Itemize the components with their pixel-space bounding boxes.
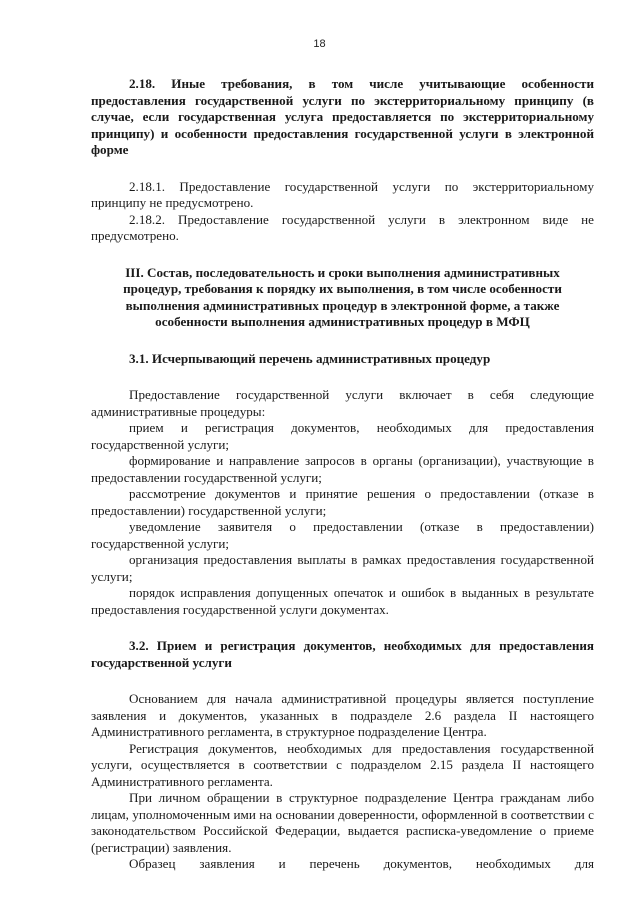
procedure-item: рассмотрение документов и принятие решения о предоставлении (отказе в предоставлении) государственной услуги; <box>91 486 594 518</box>
paragraph-2-18-2: 2.18.2. Предоставление государственной услуги в электронном виде не предусмотрено. <box>91 211 594 243</box>
section-3-2-paragraph: Образец заявления и перечень документов, необходимых для <box>129 856 594 871</box>
section-3-2-paragraph: При личном обращении в структурное подразделение Центра гражданам либо лицам, уполномоченным ими на основании доверенности, оформленной в соответствии с законодательством Российской Федерации, выдается расписка-уведомление о приеме (регистрации) заявления. <box>91 790 594 855</box>
section-3-2-paragraph: Основанием для начала административной процедуры является поступление заявления и документов, указанных в подразделе 2.6 раздела II настоящего Административного регламента, в структурное подразделение Центра. <box>91 691 594 739</box>
section-3-1-heading: 3.1. Исчерпывающий перечень административных процедур <box>129 350 491 366</box>
section-3-2-heading: 3.2. Прием и регистрация документов, необходимых для предоставления государственной услуги <box>91 638 594 670</box>
procedure-item: прием и регистрация документов, необходимых для предоставления государственной услуги; <box>91 420 594 452</box>
procedure-item: уведомление заявителя о предоставлении (отказе в предоставлении) государственной услуги; <box>91 519 594 551</box>
page-body <box>91 76 594 873</box>
procedure-item: формирование и направление запросов в органы (организации), участвующие в предоставлении государственной услуги; <box>91 453 594 485</box>
section-2-18-heading: 2.18. Иные требования, в том числе учитывающие особенности предоставления государственной услуги по экстерриториальному принципу (в случае, если государственная услуга предоставляется по экстерриториальному принципу) и особенности предоставления государственной услуги в электронной форме <box>91 76 594 157</box>
procedure-item: порядок исправления допущенных опечаток и ошибок в выданных в результате предоставления государственной услуги документах. <box>91 585 594 617</box>
section-3-1-intro: Предоставление государственной услуги включает в себя следующие административные процедуры: <box>91 387 594 419</box>
page-number: 18 <box>313 38 326 50</box>
section-3-2-paragraph: Регистрация документов, необходимых для предоставления государственной услуги, осуществляется в соответствии с подразделом 2.15 раздела II настоящего Административного регламента. <box>91 740 594 789</box>
section-III-heading: III. Состав, последовательность и сроки выполнения административных процедур, требования к порядку их выполнения, в том числе особенности выполнения административных процедур в электронной форме, а также особенности выполнения административных процедур в МФЦ <box>123 264 562 329</box>
paragraph-2-18-1: 2.18.1. Предоставление государственной услуги по экстерриториальному принципу не предусмотрено. <box>91 178 594 210</box>
procedure-item: организация предоставления выплаты в рамках предоставления государственной услуги; <box>91 552 594 584</box>
